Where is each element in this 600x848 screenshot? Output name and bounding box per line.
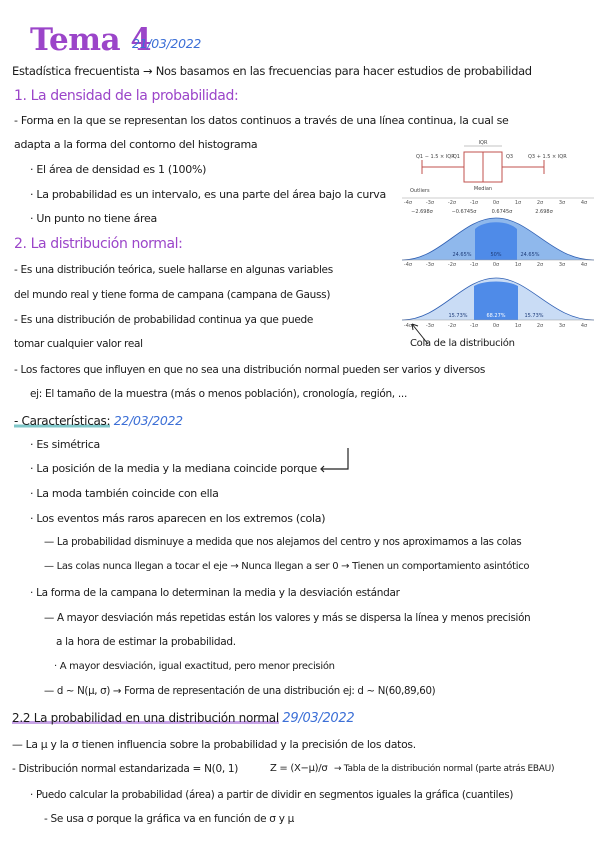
bell-1-tick: -4σ (403, 262, 413, 268)
sigma-tick-label: -2σ (447, 200, 457, 206)
sigma-value-label: −2.698σ (411, 209, 433, 215)
boxplot (402, 140, 594, 215)
sigma-value-label: −0.6745σ (451, 209, 477, 215)
bell-2-tick: 1σ (514, 323, 522, 329)
example-line: ej: El tamaño de la muestra (más o menos población), cronología, región, ... (30, 388, 407, 400)
sub-item: — A mayor desviación más repetidas están los valores y más se dispersa la línea y menos precisión (44, 612, 531, 624)
boxplot-iqr-label: IQR (478, 140, 488, 146)
bell-2-tick: 4σ (580, 323, 588, 329)
sigma-tick-label: -1σ (469, 200, 479, 206)
bullet-item: · Es simétrica (30, 438, 100, 451)
bullet-item: · El área de densidad es 1 (100%) (30, 163, 207, 176)
characteristics-heading (14, 413, 183, 428)
text-line: tomar cualquier valor real (14, 338, 143, 350)
text-line: - Los factores que influyen en que no sea una distribución normal pueden ser varios y diversos (14, 364, 486, 376)
bell-2-tick: 3σ (558, 323, 566, 329)
bell-1-tick: 2σ (536, 262, 544, 268)
bell-2-percent: 15.73% (448, 313, 468, 319)
normal-distribution-figure (400, 134, 596, 330)
bell-1-tick: -1σ (469, 262, 479, 268)
boxplot-median-label: Median (473, 186, 493, 192)
boxplot-q1-label: Q1 (452, 154, 460, 160)
sigma-tick-label: -4σ (403, 200, 413, 206)
intro-line: Estadística frecuentista → Nos basamos en las frecuencias para hacer estudios de probabilidad (12, 64, 532, 78)
sigma-tick-label: 1σ (514, 200, 522, 206)
bell-1-percent: 24.65% (520, 252, 540, 258)
section-2-heading: 2. La distribución normal: (14, 236, 183, 252)
section-1-heading: 1. La densidad de la probabilidad: (14, 88, 239, 104)
bell-1-tick: 0σ (492, 262, 500, 268)
bracket-arrow-icon (320, 444, 354, 496)
text-line: - Es una distribución teórica, suele hallarse en algunas variables (14, 264, 333, 276)
sub-item: — d ~ N(μ, σ) → Forma de representación de una distribución ej: d ~ N(60,89,60) (44, 686, 436, 697)
bell-1-percent: 50% (490, 252, 502, 258)
text-line: - Es una distribución de probabilidad continua ya que puede (14, 314, 314, 326)
text-line: — La μ y la σ tienen influencia sobre la probabilidad y la precisión de los datos. (12, 738, 416, 751)
bullet-item: · La forma de la campana lo determinan la media y la desviación estándar (30, 587, 400, 599)
boxplot-lower-fence: Q1 − 1.5 × IQR (416, 154, 455, 160)
bell-1-tick: -2σ (447, 262, 457, 268)
sub-item-cont: a la hora de estimar la probabilidad. (56, 636, 236, 648)
sub-item: — La probabilidad disminuye a medida que nos alejamos del centro y nos aproximamos a las colas (44, 537, 522, 548)
sigma-tick-label: 0σ (492, 200, 500, 206)
table-note: → Tabla de la distribución normal (parte atrás EBAU) (334, 764, 555, 774)
boxplot-q3-label: Q3 (506, 154, 514, 160)
text-line: - Forma en la que se representan los datos continuos a través de una línea continua, la cual se (14, 114, 509, 127)
boxplot-sigma-ticks (404, 200, 588, 206)
bell-1-tick: -3σ (425, 262, 435, 268)
bell-1-tick: 3σ (558, 262, 566, 268)
section-2-2-label: 2.2 La probabilidad en una distribución normal (12, 711, 279, 725)
sigma-tick-label: 4σ (580, 200, 588, 206)
figure-caption: Cola de la distribución (410, 338, 515, 349)
bullet-item: · Un punto no tiene área (30, 212, 157, 225)
bell-2-tick: 0σ (492, 323, 500, 329)
section-2-2-date: 29/03/2022 (282, 711, 355, 726)
section-2-2-heading (12, 711, 354, 726)
page-title: Tema 4 (30, 22, 152, 58)
bullet-item: · Los eventos más raros aparecen en los extremos (cola) (30, 512, 326, 525)
characteristics-date: 22/03/2022 (113, 413, 183, 428)
sub-sub-item: · A mayor desviación, igual exactitud, pero menor precisión (54, 661, 335, 672)
bell-1-tick: 4σ (580, 262, 588, 268)
bullet-item: · La probabilidad es un intervalo, es una parte del área bajo la curva (30, 188, 386, 201)
bullet-item: · Puedo calcular la probabilidad (área) a partir de dividir en segmentos iguales la gráfica (cuantiles) (30, 789, 514, 801)
bell-1-tick: 1σ (514, 262, 522, 268)
sigma-value-label: 0.6745σ (491, 209, 513, 215)
bell-2-tick: -2σ (447, 323, 457, 329)
bell-2-percent: 15.73% (524, 313, 544, 319)
text-line: adapta a la forma del contorno del histograma (14, 138, 258, 151)
bell-1-percent: 24.65% (452, 252, 472, 258)
sigma-tick-label: 2σ (536, 200, 544, 206)
sigma-tick-label: -3σ (425, 200, 435, 206)
z-formula: Z = (X−μ)/σ (270, 763, 328, 774)
text-line: del mundo real y tiene forma de campana (campana de Gauss) (14, 289, 331, 301)
bullet-item: · La posición de la media y la mediana coincide porque (30, 462, 317, 475)
sigma-tick-label: 3σ (558, 200, 566, 206)
bell-curve-quartiles (402, 218, 594, 268)
bell-2-percent: 68.27% (486, 313, 506, 319)
boxplot-upper-fence: Q3 + 1.5 × IQR (528, 154, 567, 160)
bell-2-tick: -3σ (425, 323, 435, 329)
boxplot-outliers-label: Outliers (410, 188, 430, 194)
title-date: 21/03/2022 (132, 36, 202, 51)
sigma-value-label: 2.698σ (535, 209, 553, 215)
bullet-item: · La moda también coincide con ella (30, 487, 219, 500)
text-line: - Distribución normal estandarizada = N(0, 1) (12, 763, 239, 775)
sub-item: - Se usa σ porque la gráfica va en función de σ y μ (44, 813, 295, 825)
characteristics-label: - Características: (14, 414, 111, 428)
sub-item: — Las colas nunca llegan a tocar el eje → Nunca llegan a ser 0 → Tienen un comportamiento asintótico (44, 561, 530, 572)
bell-2-tick: -4σ (403, 323, 413, 329)
bell-2-tick: -1σ (469, 323, 479, 329)
bell-2-tick: 2σ (536, 323, 544, 329)
